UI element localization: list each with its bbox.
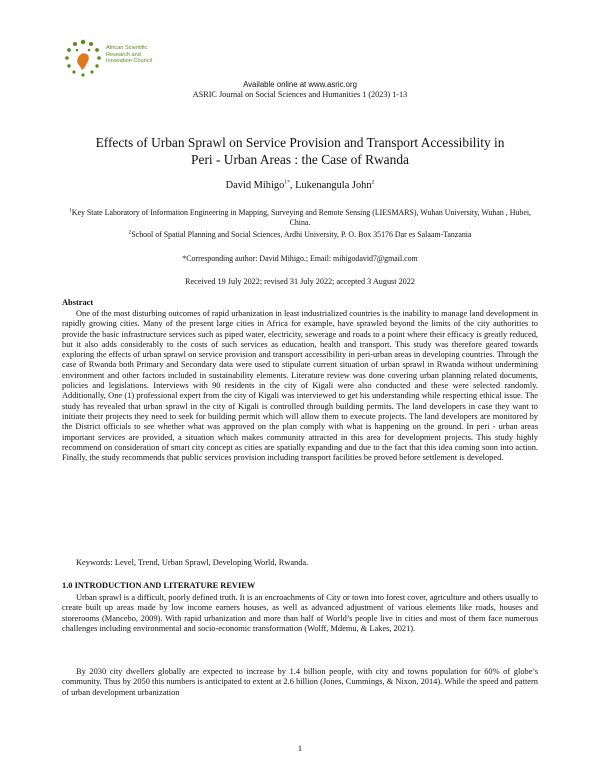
journal-citation: ASRIC Journal on Social Sciences and Humanities 1 (2023) 1-13: [192, 90, 408, 99]
author-list: [0, 180, 600, 191]
author-2: Lukenangula John: [295, 180, 372, 191]
author-2-sup: 2: [371, 179, 375, 186]
author-1-sup: 1*: [284, 179, 290, 186]
abstract-body: One of the most disturbing outcomes of rapid urbanization in least industrialized countries is the inability to manage land development in rapidly growing cities. Many of the present large cities in Africa for example, have sprawled beyond the limits of the city authorities to provide the basic infrastructure services such as piped water, electricity, sewerage and roads to a point where their efficacy is greatly reduced, but it also adds considerably to the costs of such services as education, health and transport. This study was therefore geared towards exploring the effects of urban sprawl on service provision and transport accessibility in peri-urban areas in developing countries. Through the case of Rwanda both Primary and Secondary data were used to stipulate current situation of urban sprawl in Rwanda without undermining environment and other factors included in sustainability elements. Literature review was done covering urban planning related documents, policies and legislations. Interviews with 90 residents in the city of Kigali were also conducted and these were selected randomly. Additionally, One (1) professional expert from the city of Kigali was interviewed to get his understanding while respecting ethical issue. The study has revealed that urban sprawl in the city of Kigali is controlled through building permits. The land developers in case they want to initiate their projects they need to seek for building permit which will allow them to execute projects. The land developers are monitored by the District officials to see whether what was approved on the plan comply with what is happening on the ground. In peri - urban areas important services are provided, a situation which makes community attracted in this area for development projects. This study highly recommend on consideration of smart city concept as cities are spatially expanding and due to the fact that this idea coming soon into action. Finally, the study recommends that public services provision including transport facilities be proved before settlement is developed.: [62, 309, 538, 463]
asric-logo: [62, 38, 162, 82]
keywords: Keywords: Level, Trend, Urban Sprawl, Developing World, Rwanda.: [76, 558, 309, 567]
introduction-heading: 1.0 INTRODUCTION AND LITERATURE REVIEW: [62, 581, 256, 590]
author-1: David Mihigo: [225, 180, 285, 191]
logo-name-line1: African Scientific: [106, 45, 148, 51]
corresponding-author: *Corresponding author: David Mihigo.; Email: mihigodavid7@gmail.com: [182, 254, 418, 263]
affiliation-2-text: School of Spatial Planning and Social Sciences, Ardhi University, P. O. Box 35176 Dar es Salaam-Tanzania: [131, 230, 472, 239]
affiliation-1-sup: 1: [68, 207, 72, 214]
affiliation-2: [62, 230, 538, 240]
received-dates: Received 19 July 2022; revised 31 July 2022; accepted 3 August 2022: [185, 277, 415, 286]
paper-title: [0, 134, 600, 168]
title-line2: Peri - Urban Areas : the Case of Rwanda: [191, 152, 409, 167]
page-number: 1: [297, 744, 303, 753]
affiliation-1-text: Key State Laboratory of Information Engineering in Mapping, Surveying and Remote Sensing (LIESMARS), Wuhan University, Wuhan , Hubei, China.: [71, 208, 531, 228]
affiliation-2-sup: 2: [128, 229, 132, 236]
author-separator: ,: [289, 180, 296, 191]
available-online: Available online at www.asric.org: [243, 80, 357, 89]
logo-name-line2: Research and: [106, 51, 141, 58]
introduction-paragraph-1: Urban sprawl is a difficult, poorly defined truth. It is an encroachments of City or town into forest cover, agriculture and others usually to create built up areas made by low income earners houses, as well as advanced adjustment of various elements like roads, houses and storerooms (Mancebo, 2009). With rapid urbanization and more than half of World’s people live in cities and most of them face numerous challenges including environmental and socio-economic transformation (Wolff, Mdemu, & Lakes, 2021).: [62, 593, 538, 633]
logo-name: [106, 45, 166, 65]
abstract-heading: Abstract: [62, 298, 94, 307]
logo-name-line3: Innovation Council: [106, 58, 153, 65]
title-line1: Effects of Urban Sprawl on Service Provision and Transport Accessibility in: [95, 135, 505, 150]
introduction-paragraph-2: By 2030 city dwellers globally are expected to increase by 1.4 billion people, with city and towns population for 60% of globe’s community. Thus by 2050 this numbers is anticipated to extent at 2.6 billion (Jones, Cummings, & Nixon, 2014). While the speed and pattern of urban development urbanization: [62, 667, 538, 697]
affiliation-1: [62, 208, 538, 228]
asric-logo-icon: [62, 38, 104, 80]
